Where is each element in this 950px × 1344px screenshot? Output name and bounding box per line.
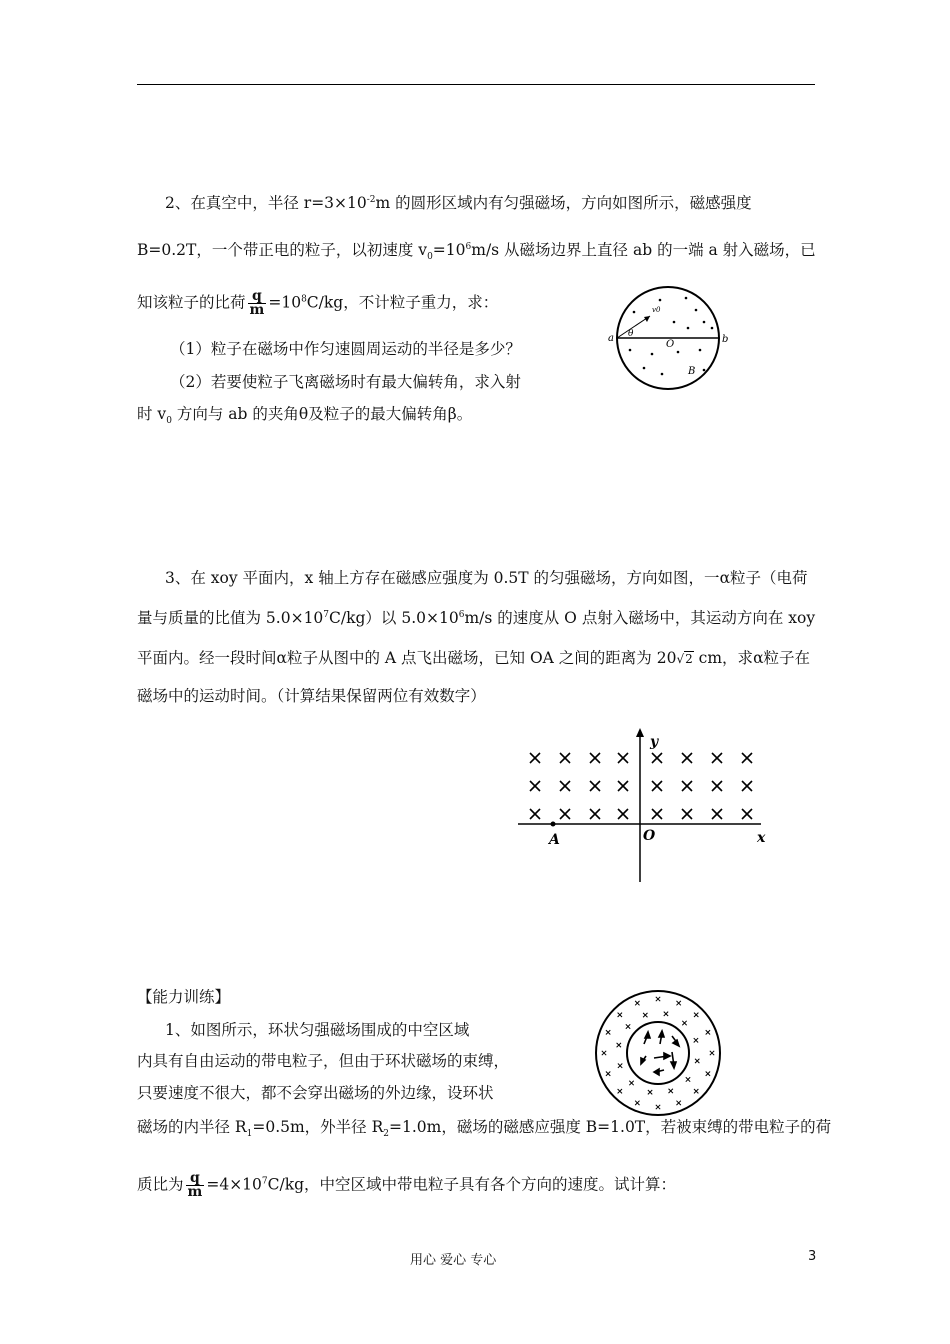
training-heading: 【能力训练】 [137,988,231,1006]
problem-3-line-1: 3、在 xoy 平面内，x 轴上方存在磁感应强度为 0.5T 的匀强磁场，方向如图，一α粒子（电荷 [165,569,808,587]
problem-2-q1: （1）粒子在磁场中作匀速圆周运动的半径是多少？ [170,340,521,358]
label-b: b [722,334,729,345]
label-theta: θ [628,329,634,339]
header-rule [137,84,815,85]
problem-3-line-4: 磁场中的运动时间。（计算结果保留两位有效数字） [137,687,486,705]
circular-field-figure [600,282,740,397]
page-number: 3 [808,1249,817,1264]
label-a: a [608,333,614,344]
charge-mass-fraction: $\frac{q}{m}$ [249,288,265,318]
label-y: y [650,734,659,750]
label-v0: v0 [652,306,661,314]
label-x: x [757,830,766,846]
footer-text: 用心 爱心 专心 [410,1253,497,1268]
problem-2-q2-line-2: 时 $v_0$ 方向与 ab 的夹角θ及粒子的最大偏转角β。 [137,405,473,427]
label-B: B [688,366,696,377]
sqrt-2: √2 [676,652,693,666]
label-O: O [643,828,656,844]
problem-2-line-2: B=0.2T，一个带正电的粒子，以初速度 $v_0=10^6m/s$ 从磁场边界上直径 ab 的一端 a 射入磁场，已 [137,241,816,263]
xy-field-figure [515,728,775,888]
training-line-3: 只要速度不很大，都不会穿出磁场的外边缘，设环状 [137,1084,494,1102]
charge-mass-fraction-2: $\frac{q}{m}$ [187,1170,203,1200]
training-line-5: 质比为 $\frac{q}{m}$ $=4\times 10^7C/kg$，中空区域中带电粒子具有各个方向的速度。试计算： [137,1170,677,1200]
problem-2-line-3: 知该粒子的比荷 $\frac{q}{m}$ $=10^8C/kg$，不计粒子重力，求： [137,288,499,318]
label-O: O [666,339,675,350]
problem-3-line-3: 平面内。经一段时间α粒子从图中的 A 点飞出磁场，已知 OA 之间的距离为 20√2 cm，求α粒子在 [137,647,810,670]
training-line-4: 磁场的内半径 $R_1=0.5m$，外半径 $R_2=1.0m$，磁场的磁感应强度 B=1.0T，若被束缚的带电粒子的荷 [137,1118,832,1140]
problem-3-line-2: 量与质量的比值为 $5.0\times 10^7C/kg$）以 $5.0\times 10^6m/s$ 的速度从 O 点射入磁场中，其运动方向在 xoy [137,609,816,627]
ring-field-figure [588,988,728,1118]
problem-2-line-1: 2、在真空中，半径 $r=3\times 10^{-2}m$ 的圆形区域内有匀强磁场，方向如图所示，磁感强度 [165,194,752,212]
training-line-2: 内具有自由运动的带电粒子，但由于环状磁场的束缚， [137,1052,510,1070]
training-line-1: 1、如图所示，环状匀强磁场围成的中空区域 [165,1021,470,1039]
label-A: A [549,832,560,848]
problem-2-q2-line-1: （2）若要使粒子飞离磁场时有最大偏转角，求入射 [170,373,521,391]
